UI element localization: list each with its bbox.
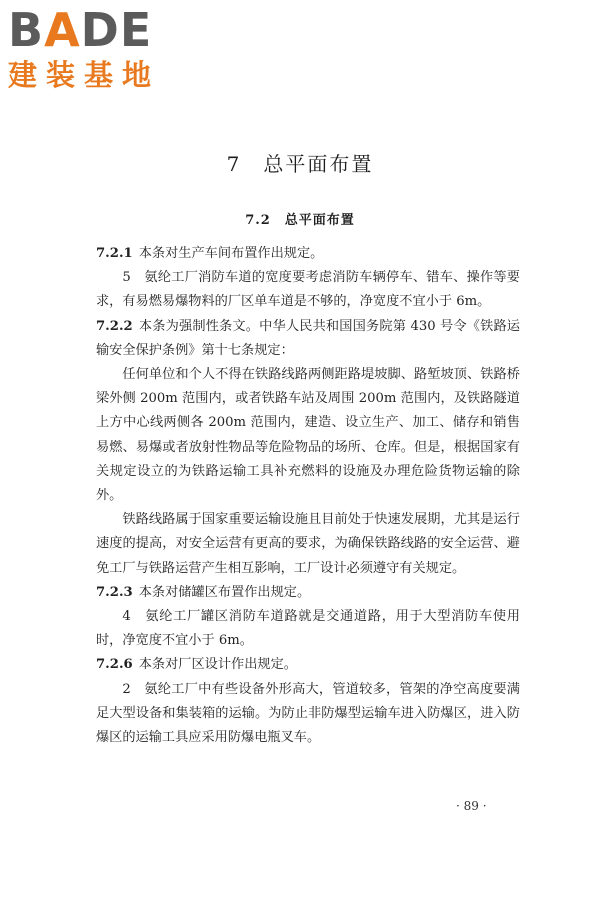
page-number: · 89 · <box>456 799 487 813</box>
clause-number: 7.2.6 <box>96 657 133 673</box>
chapter-title: 7 总平面布置 <box>226 152 374 176</box>
clause-text: 本条对储罐区布置作出规定。 <box>138 584 311 600</box>
quoted-regulation: 任何单位和个人不得在铁路线路两侧距路堤坡脚、路堑坡顶、铁路桥梁外侧 200m 范围内，或者铁路车站及周围 200m 范围内，及铁路隧道上方中心线两侧各 200m 范围内，建造、设立生产、加工、储存和销售易燃、易爆或者放射性物品等危险物品的场所、仓库。但是，根据国家有关规定设立的为铁路运输工具补充燃料的设施及办理危险货物运输的除外。 <box>96 367 520 504</box>
clause-text: 本条对厂区设计作出规定。 <box>138 657 297 673</box>
section-title: 7.2 总平面布置 <box>245 213 355 228</box>
item-paragraph: 5 氨纶工厂消防车道的宽度要考虑消防车辆停车、错车、操作等要求，有易燃易爆物料的厂区单车道是不够的，净宽度不宜小于 6m。 <box>96 270 520 310</box>
clause-number: 7.2.2 <box>96 318 133 334</box>
clause-7-2-6 <box>96 653 520 677</box>
clause-number: 7.2.3 <box>96 584 133 600</box>
logo-letter-a: A <box>44 3 81 57</box>
clause-7-2-2 <box>96 315 520 363</box>
logo-wordmark <box>8 4 178 56</box>
logo-letter-b: B <box>8 3 45 57</box>
item-paragraph: 4 氨纶工厂罐区消防车道路就是交通道路，用于大型消防车使用时，净宽度不宜小于 6m。 <box>96 609 520 649</box>
clause-text: 本条对生产车间布置作出规定。 <box>138 246 324 261</box>
clause-7-2-3 <box>96 581 520 605</box>
clause-text: 本条为强制性条文。中华人民共和国国务院第 430 号令《铁路运输安全保护条例》第十七条规定： <box>96 318 520 358</box>
item-paragraph: 2 氨纶工厂中有些设备外形高大，管道较多，管架的净空高度要满足大型设备和集装箱的运输。为防止非防爆型运输车进入防爆区，进入防爆区的运输工具应采用防爆电瓶叉车。 <box>96 681 520 746</box>
clause-number: 7.2.1 <box>96 246 133 261</box>
explanation-paragraph: 铁路线路属于国家重要运输设施且目前处于快速发展期，尤其是运行速度的提高，对安全运营有更高的要求，为确保铁路线路的安全运营、避免工厂与铁路运营产生相互影响，工厂设计必须遵守有关规定。 <box>96 512 520 576</box>
site-logo <box>8 4 178 92</box>
clause-7-2-1 <box>96 242 520 266</box>
body-text <box>96 242 520 750</box>
logo-letters-de: DE <box>80 3 153 57</box>
logo-chinese-name: 建装基地 <box>8 58 161 92</box>
